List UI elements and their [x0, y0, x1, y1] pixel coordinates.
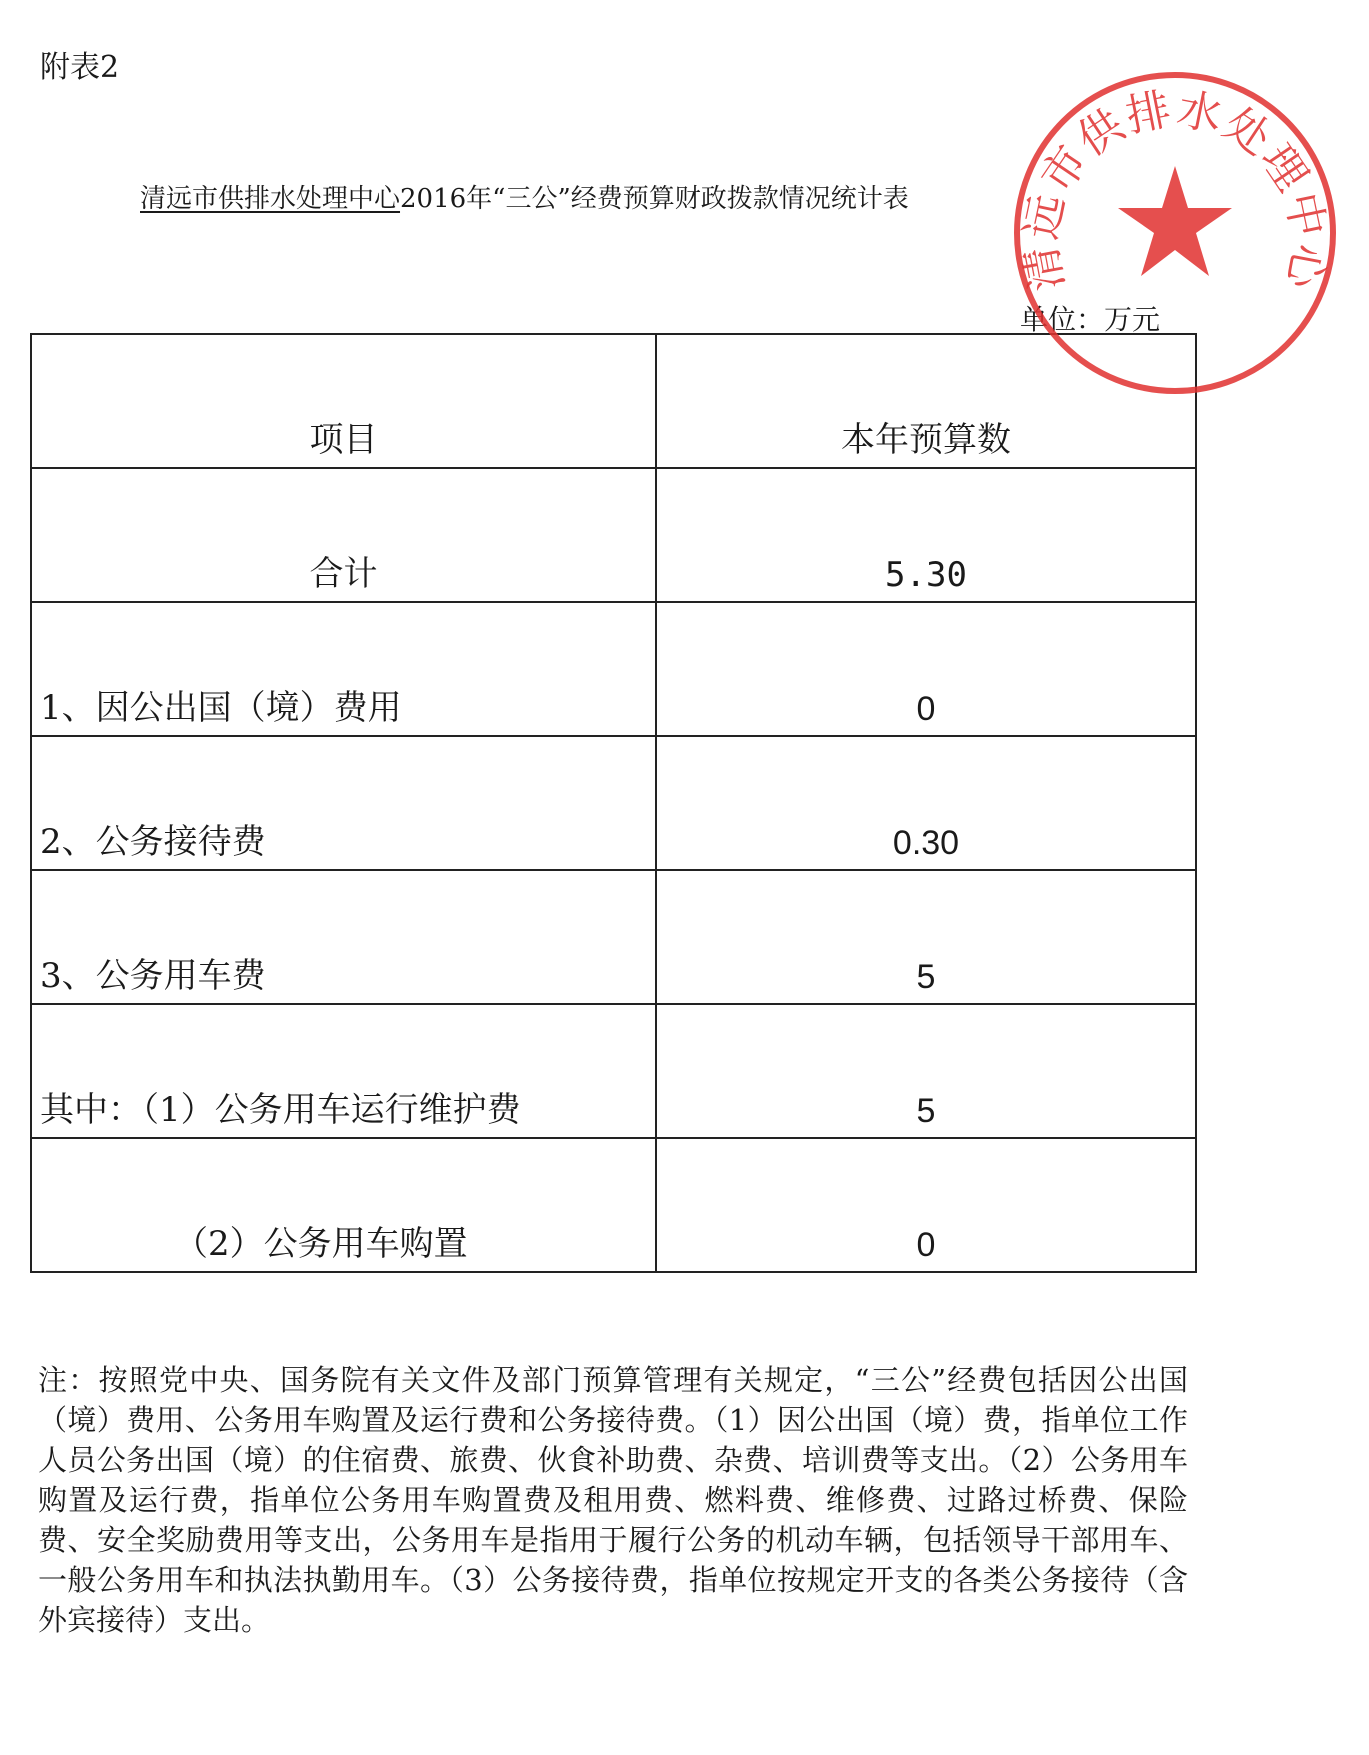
- appendix-label: 附表2: [40, 50, 120, 85]
- row-item: 其中：（1）公务用车运行维护费: [31, 1004, 656, 1138]
- row-value: 0: [656, 1138, 1196, 1272]
- row-value: 5: [656, 1004, 1196, 1138]
- table-row: [31, 602, 1196, 736]
- title-rest: 2016年“三公”经费预算财政拨款情况统计表: [400, 184, 909, 214]
- official-seal-icon: [1012, 70, 1338, 396]
- row-item: 2、公务接待费: [31, 736, 656, 870]
- title-org-name: 清远市供排水处理中心: [140, 184, 401, 214]
- row-item: （2）公务用车购置: [31, 1138, 656, 1272]
- budget-table: [30, 333, 1197, 1273]
- table-row: [31, 468, 1196, 602]
- row-value: 5: [656, 870, 1196, 1004]
- table-row: [31, 736, 1196, 870]
- row-item: 1、因公出国（境）费用: [31, 602, 656, 736]
- header-budget: 本年预算数: [656, 334, 1196, 468]
- row-value: 5.30: [656, 468, 1196, 602]
- unit-label: 单位：万元: [1020, 303, 1161, 336]
- row-value: 0: [656, 602, 1196, 736]
- table-row: [31, 1138, 1196, 1272]
- table-row: [31, 870, 1196, 1004]
- row-item: 3、公务用车费: [31, 870, 656, 1004]
- row-item: 合计: [31, 468, 656, 602]
- row-value: 0.30: [656, 736, 1196, 870]
- table-row: [31, 1004, 1196, 1138]
- header-item: 项目: [31, 334, 656, 468]
- svg-text:清远市供排水处理中心: 清远市供排水处理中心: [1015, 83, 1335, 295]
- footnote: 注：按照党中央、国务院有关文件及部门预算管理有关规定，“三公”经费包括因公出国（境）费用、公务用车购置及运行费和公务接待费。（1）因公出国（境）费，指单位工作人员公务出国（境）的住宿费、旅费、伙食补助费、杂费、培训费等支出。（2）公务用车购置及运行费，指单位公务用车购置费及租用费、燃料费、维修费、过路过桥费、保险费、安全奖励费用等支出，公务用车是指用于履行公务的机动车辆，包括领导干部用车、一般公务用车和执法执勤用车。（3）公务接待费，指单位按规定开支的各类公务接待（含外宾接待）支出。: [38, 1363, 1188, 1637]
- document-title: [140, 178, 909, 215]
